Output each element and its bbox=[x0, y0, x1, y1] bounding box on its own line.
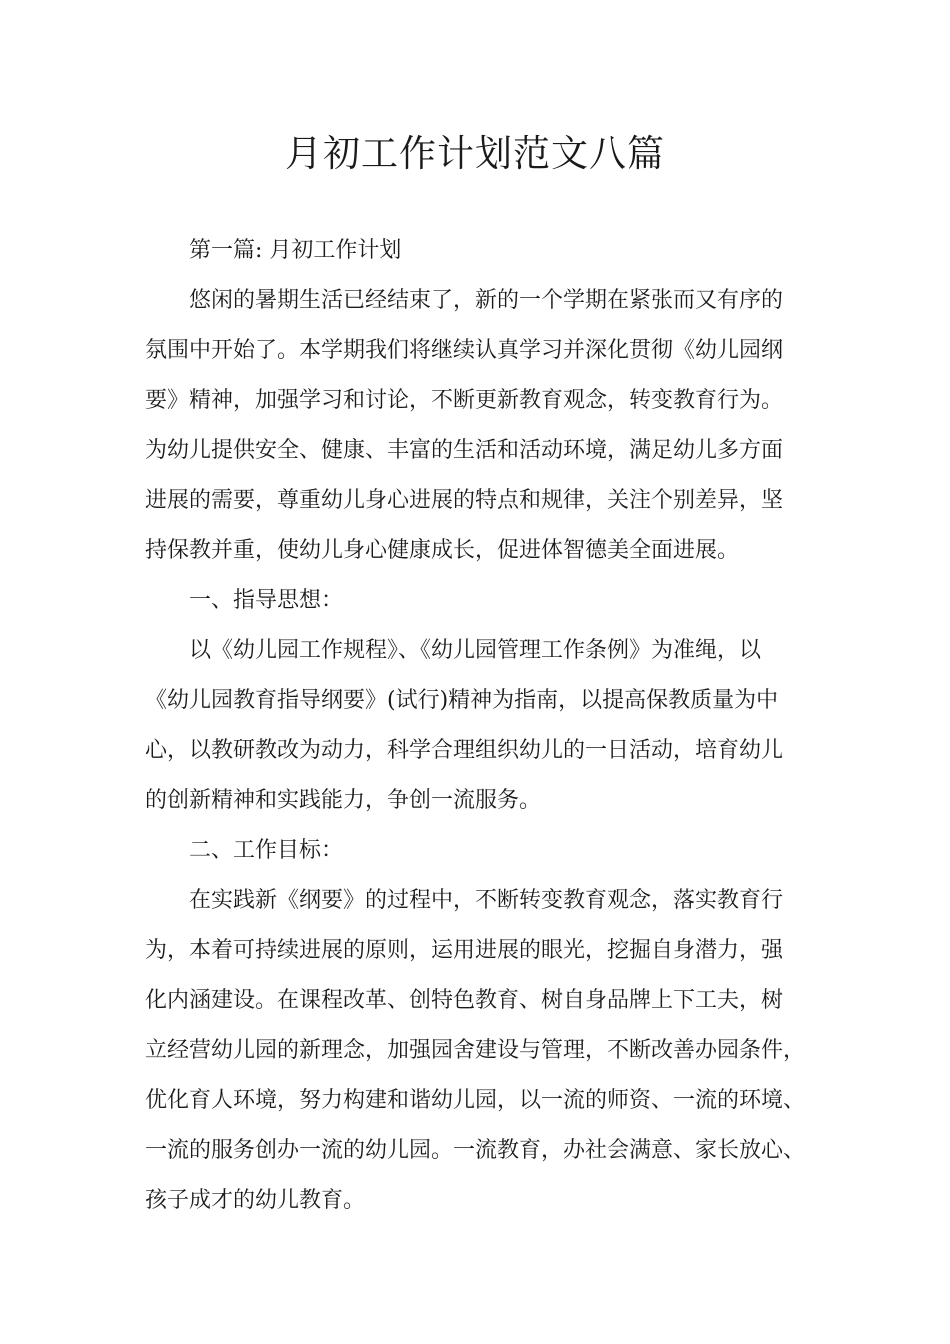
section-heading-part-1: 第一篇: 月初工作计划 bbox=[189, 238, 402, 263]
paragraph-1-line-3: 要》精神，加强学习和讨论，不断更新教育观念，转变教育行为。 bbox=[145, 388, 784, 413]
paragraph-1-line-4: 为幼儿提供安全、健康、丰富的生活和活动环境，满足幼儿多方面 bbox=[145, 438, 784, 463]
paragraph-3-line-2: 为，本着可持续进展的原则，运用进展的眼光，挖掘自身潜力，强 bbox=[145, 938, 784, 963]
paragraph-1-line-6: 持保教并重，使幼儿身心健康成长，促进体智德美全面进展。 bbox=[145, 538, 740, 563]
paragraph-2-line-4: 的创新精神和实践能力，争创一流服务。 bbox=[145, 788, 542, 813]
paragraph-3-line-3: 化内涵建设。在课程改革、创特色教育、树自身品牌上下工夫，树 bbox=[145, 988, 784, 1013]
document-title: 月初工作计划范文八篇 bbox=[285, 132, 665, 175]
document-body bbox=[145, 226, 825, 1226]
paragraph-1-line-2: 氛围中开始了。本学期我们将继续认真学习并深化贯彻《幼儿园纲 bbox=[145, 338, 784, 363]
paragraph-1-line-1: 悠闲的暑期生活已经结束了，新的一个学期在紧张而又有序的 bbox=[189, 288, 784, 313]
paragraph-3-line-1: 在实践新《纲要》的过程中，不断转变教育观念，落实教育行 bbox=[189, 888, 784, 913]
heading-guiding-ideology: 一、指导思想： bbox=[189, 588, 344, 613]
paragraph-1-line-5: 进展的需要，尊重幼儿身心进展的特点和规律，关注个别差异，坚 bbox=[145, 488, 784, 513]
paragraph-3-line-4: 立经营幼儿园的新理念，加强园舍建设与管理，不断改善办园条件， bbox=[145, 1038, 806, 1063]
paragraph-2-line-3: 心，以教研教改为动力，科学合理组织幼儿的一日活动，培育幼儿 bbox=[145, 738, 784, 763]
paragraph-2-line-2: 《幼儿园教育指导纲要》(试行)精神为指南，以提高保教质量为中 bbox=[145, 688, 779, 713]
paragraph-3-line-5: 优化育人环境，努力构建和谐幼儿园，以一流的师资、一流的环境、 bbox=[145, 1088, 806, 1113]
paragraph-3-line-7: 孩子成才的幼儿教育。 bbox=[145, 1188, 366, 1213]
paragraph-2-line-1: 以《幼儿园工作规程》、《幼儿园管理工作条例》为准绳，以 bbox=[189, 638, 762, 663]
paragraph-3-line-6: 一流的服务创办一流的幼儿园。一流教育，办社会满意、家长放心、 bbox=[145, 1138, 806, 1163]
heading-work-goals: 二、工作目标： bbox=[189, 838, 344, 863]
